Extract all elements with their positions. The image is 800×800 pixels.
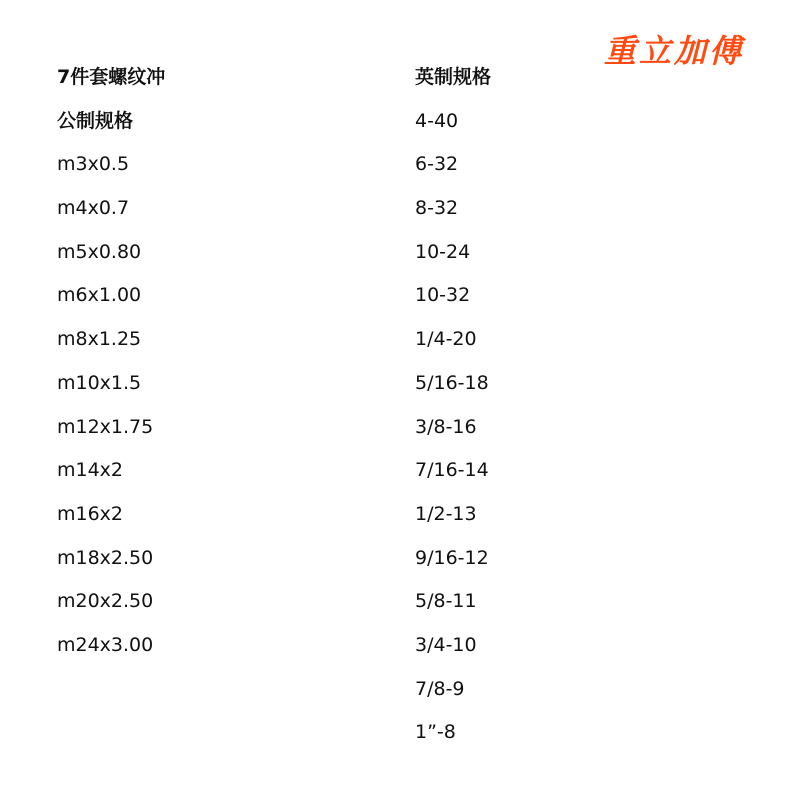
metric-size-item: m20x2.50 [57,590,154,613]
metric-size-item: m18x2.50 [57,546,154,569]
metric-size-item: m12x1.75 [57,415,154,438]
metric-size-item: m10x1.5 [57,371,142,394]
product-title: 7件套螺纹冲 [57,66,166,88]
imperial-size-item: 4-40 [415,109,459,132]
imperial-size-item: 10-32 [415,284,471,307]
metric-size-item: m5x0.80 [57,240,142,263]
metric-header: 公制规格 [57,109,134,132]
metric-size-item: m16x2 [57,502,124,525]
imperial-size-item: 5/8-11 [415,590,477,613]
metric-size-item: m4x0.7 [57,197,130,220]
brand-logo: 重立加傅 [604,32,745,70]
imperial-size-item: 3/8-16 [415,415,477,438]
metric-size-item: m6x1.00 [57,284,142,307]
imperial-size-item: 1/4-20 [415,328,477,351]
imperial-header: 英制规格 [415,66,492,88]
metric-size-item: m24x3.00 [57,633,154,656]
imperial-column [415,64,491,763]
metric-column [57,64,165,676]
imperial-size-item: 5/16-18 [415,371,489,394]
imperial-size-item: 7/16-14 [415,459,489,482]
imperial-size-item: 9/16-12 [415,546,489,569]
metric-size-item: m14x2 [57,459,124,482]
imperial-size-item: 10-24 [415,240,471,263]
imperial-size-item: 3/4-10 [415,633,477,656]
metric-size-item: m3x0.5 [57,153,130,176]
metric-size-item: m8x1.25 [57,328,142,351]
imperial-size-item: 8-32 [415,197,459,220]
imperial-size-item: 1”-8 [415,721,456,744]
imperial-size-item: 7/8-9 [415,677,465,700]
imperial-size-item: 1/2-13 [415,502,477,525]
imperial-size-item: 6-32 [415,153,459,176]
